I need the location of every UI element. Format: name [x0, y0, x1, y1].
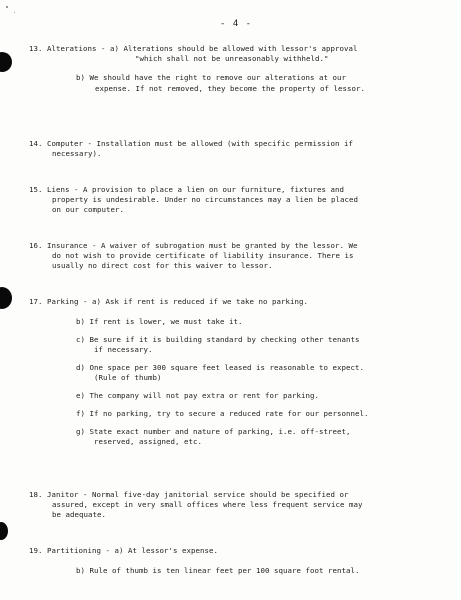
item-18-line-3: be adequate. — [52, 510, 106, 519]
item-17c-line-1: c) Be sure if it is building standard by checking other tenants — [76, 335, 360, 344]
punch-hole — [0, 287, 12, 309]
page-number: - 4 - — [220, 19, 253, 29]
punch-hole — [0, 522, 8, 540]
item-13b-line-2: expense. If not removed, they become the property of lessor. — [95, 84, 365, 93]
item-17f: f) If no parking, try to secure a reduced rate for our personnel. — [76, 409, 369, 418]
item-13-line-2: "which shall not be unreasonably withheld." — [135, 54, 329, 63]
item-15-line-3: on our computer. — [52, 205, 124, 214]
item-17e: e) The company will not pay extra or rent for parking. — [76, 391, 319, 400]
item-14-line-1: 14. Computer - Installation must be allowed (with specific permission if — [29, 139, 353, 148]
item-19-line-1: 19. Partitioning - a) At lessor's expense. — [29, 546, 218, 555]
item-15-line-1: 15. Liens - A provision to place a lien on our furniture, fixtures and — [29, 185, 344, 194]
item-17d-line-2: (Rule of thumb) — [94, 373, 162, 382]
item-17b: b) If rent is lower, we must take it. — [76, 317, 243, 326]
item-16-line-3: usually no direct cost for this waiver to lessor. — [52, 261, 273, 270]
item-15-line-2: property is undesirable. Under no circumstances may a lien be placed — [52, 195, 358, 204]
item-19b: b) Rule of thumb is ten linear feet per 100 square foot rental. — [76, 566, 360, 575]
item-17-line-1: 17. Parking - a) Ask if rent is reduced if we take no parking. — [29, 297, 308, 306]
punch-hole — [0, 52, 12, 72]
scan-speck — [14, 12, 15, 13]
item-16-line-2: do not wish to provide certificate of liability insurance. There is — [52, 251, 354, 260]
item-17d-line-1: d) One space per 300 square feet leased is reasonable to expect. — [76, 363, 364, 372]
scan-speck — [6, 6, 8, 8]
item-18-line-2: assured, except in very small offices where less frequent service may — [52, 500, 363, 509]
item-13b-line-1: b) We should have the right to remove our alterations at our — [76, 73, 346, 82]
item-13-line-1: 13. Alterations - a) Alterations should be allowed with lessor's approval — [29, 44, 358, 53]
item-17c-line-2: if necessary. — [94, 345, 153, 354]
item-17g-line-2: reserved, assigned, etc. — [94, 437, 202, 446]
item-16-line-1: 16. Insurance - A waiver of subrogation must be granted by the lessor. We — [29, 241, 358, 250]
item-14-line-2: necessary). — [52, 149, 102, 158]
item-17g-line-1: g) State exact number and nature of parking, i.e. off-street, — [76, 427, 351, 436]
item-18-line-1: 18. Janitor - Normal five-day janitorial service should be specified or — [29, 490, 349, 499]
